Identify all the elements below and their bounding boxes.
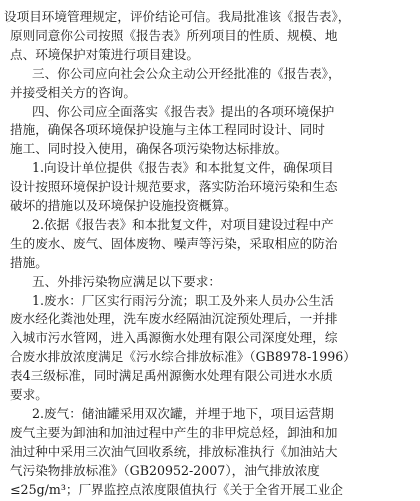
body-text-line: ≤25g/m³；厂界监控点浓度限值执行《关于全省开展工业企 bbox=[10, 481, 343, 497]
body-text-line: 生的废水、废气、固体废物、噪声等污染，采取相应的防治 bbox=[10, 235, 338, 251]
body-text-line: 要求。 bbox=[10, 387, 48, 402]
body-text-line: 气污染物排放标准》（GB20952-2007），油气排放浓度 bbox=[10, 462, 320, 478]
body-text-line: 措施，确保各项环境保护设施与主体工程同时设计、同时 bbox=[10, 122, 325, 138]
body-text-line: 入城市污水管网，进入禹源衡水处理有限公司深度处理，综 bbox=[10, 330, 338, 346]
body-text-line: 设计按照环境保护设计规范要求，落实防治环境污染和生态 bbox=[10, 179, 338, 195]
body-text-line: 点、环境保护对策进行项目建设。 bbox=[10, 46, 199, 62]
body-text-line: 废水经化粪池处理，洗车废水经隔油沉淀预处理后，一并排 bbox=[10, 311, 338, 327]
body-text-line: 1.废水：厂区实行雨污分流；职工及外来人员办公生活 bbox=[32, 292, 334, 308]
body-text-line: 原则同意你公司按照《报告表》所列项目的性质、规模、地 bbox=[10, 27, 338, 43]
body-text-line: 设项目环境管理规定，评价结论可信。我局批准该《报告表》， bbox=[4, 9, 351, 24]
body-text-line: 合废水排放浓度满足《污水综合排放标准》（GB8978-1996） bbox=[10, 349, 356, 365]
body-text-line: 五、外排污染物应满足以下要求： bbox=[32, 273, 221, 289]
body-text-line: 油过种中采用三次油气回收系统，排放标准执行《加油站大 bbox=[10, 443, 338, 459]
body-text-line: 破坏的措施以及环境保护设施投资概算。 bbox=[10, 198, 237, 213]
body-text-line: 施工、同时投入使用，确保各项污染物达标排放。 bbox=[10, 141, 288, 157]
body-text-line: 1.向设计单位提供《报告表》和本批复文件，确保项目 bbox=[32, 160, 334, 176]
body-text-line: 表4三级标准，同时满足禹州源衡水处理有限公司进水水质 bbox=[10, 368, 333, 384]
body-text-line: 2.依据《报告表》和本批复文件，对项目建设过程中产 bbox=[32, 216, 334, 232]
body-text-line: 措施。 bbox=[10, 254, 48, 270]
body-text-line: 四、你公司应全面落实《报告表》提出的各项环境保护 bbox=[32, 103, 335, 119]
body-text-line: 2.废气：储油罐采用双次罐，并埋于地下，项目运营期 bbox=[32, 405, 334, 421]
body-text-line: 三、你公司应向社会公众主动公开经批准的《报告表》， bbox=[32, 65, 341, 81]
body-text-line: 并接受相关方的咨询。 bbox=[10, 84, 136, 100]
body-text-line: 废气主要为卸油和加油过程中产生的非甲烷总烃，卸油和加 bbox=[10, 424, 338, 440]
